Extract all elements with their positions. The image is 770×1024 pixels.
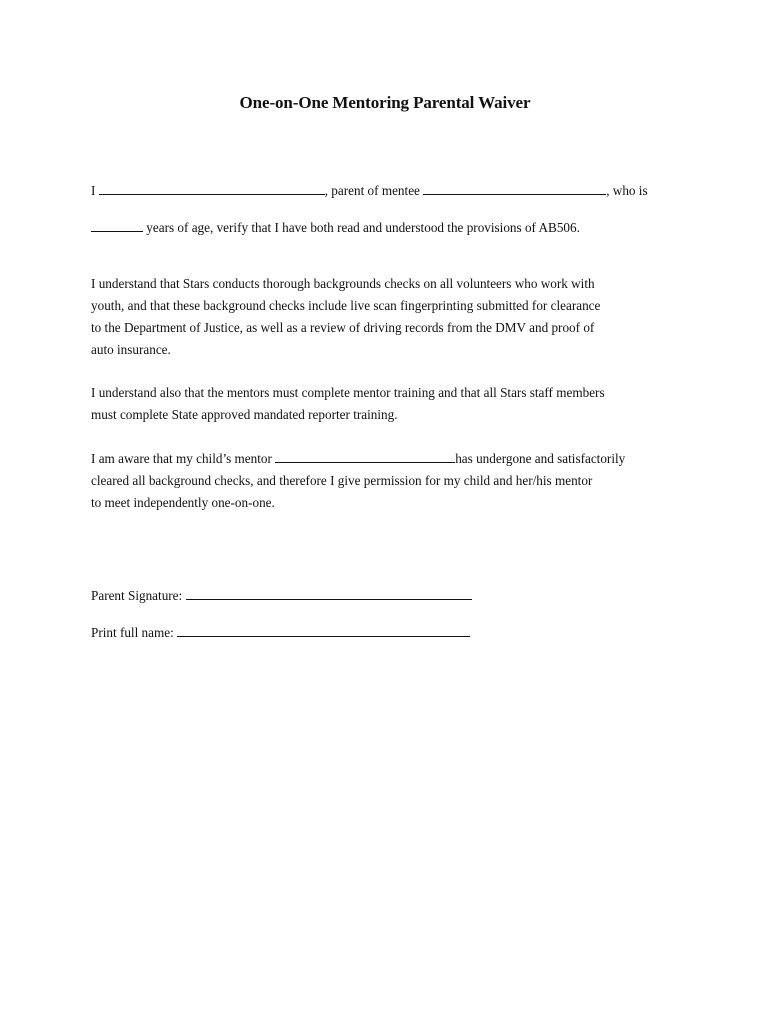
paragraph-line: I understand also that the mentors must complete mentor training and that all Stars staff members bbox=[91, 385, 605, 400]
line1-prefix: I bbox=[91, 183, 96, 198]
line1-middle: , parent of mentee bbox=[324, 183, 420, 198]
document-title: One-on-One Mentoring Parental Waiver bbox=[239, 93, 531, 112]
paragraph-line: youth, and that these background checks include live scan fingerprinting submitted for clearance bbox=[91, 298, 601, 313]
paragraph-line: I understand that Stars conducts thorough backgrounds checks on all volunteers who work with bbox=[91, 276, 595, 291]
paragraph-line bbox=[91, 448, 691, 470]
paragraph-line: cleared all background checks, and therefore I give permission for my child and her/his mentor bbox=[91, 473, 593, 488]
training-paragraph bbox=[91, 382, 691, 426]
line1-suffix: , who is bbox=[606, 183, 648, 198]
para3-prefix: I am aware that my child’s mentor bbox=[91, 451, 272, 466]
parent-name-blank[interactable] bbox=[99, 183, 325, 195]
mentor-name-blank[interactable] bbox=[275, 451, 455, 463]
mentee-name-blank[interactable] bbox=[423, 183, 606, 195]
permission-paragraph bbox=[91, 448, 691, 514]
line2-suffix: years of age, verify that I have both read and understood the provisions of AB506. bbox=[146, 220, 580, 235]
signature-label: Parent Signature: bbox=[91, 588, 183, 603]
paragraph-line: to the Department of Justice, as well as a review of driving records from the DMV and proof of bbox=[91, 320, 595, 335]
parent-signature-line bbox=[91, 585, 472, 607]
paragraph-line: auto insurance. bbox=[91, 342, 171, 357]
parent-signature-blank[interactable] bbox=[186, 588, 472, 600]
paragraph-line: must complete State approved mandated reporter training. bbox=[91, 407, 398, 422]
para3-rest: has undergone and satisfactorily bbox=[455, 451, 626, 466]
print-name-blank[interactable] bbox=[177, 625, 470, 637]
parent-info-line bbox=[91, 180, 648, 202]
print-name-line bbox=[91, 622, 470, 644]
age-line bbox=[91, 217, 580, 239]
print-name-label: Print full name: bbox=[91, 625, 174, 640]
age-blank[interactable] bbox=[91, 220, 143, 232]
background-check-paragraph bbox=[91, 273, 691, 361]
paragraph-line: to meet independently one-on-one. bbox=[91, 495, 275, 510]
